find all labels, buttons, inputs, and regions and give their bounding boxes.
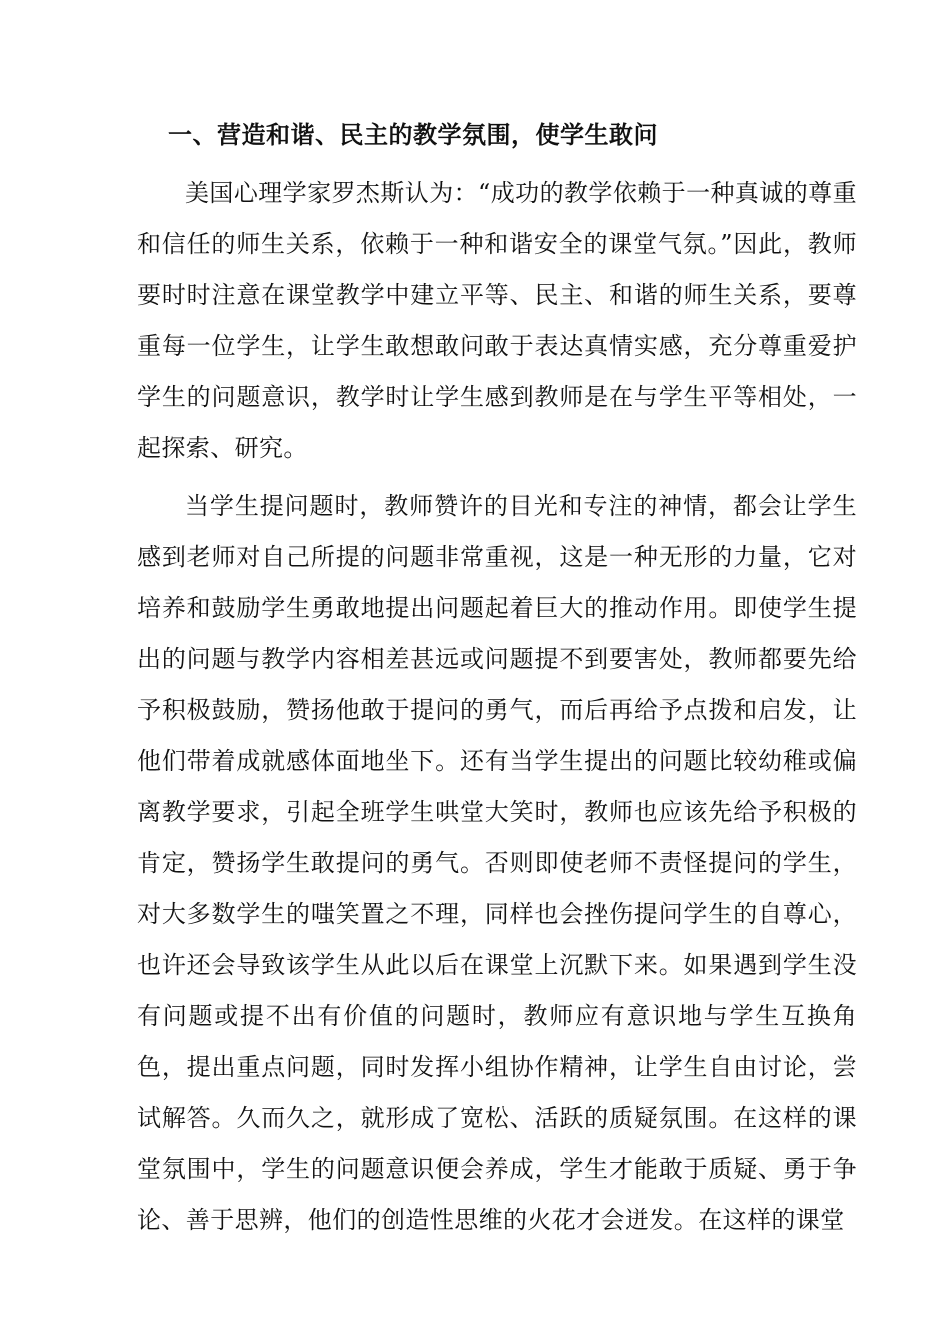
section-heading: 一、营造和谐、民主的教学氛围，使学生敢问 bbox=[168, 121, 658, 149]
document-body bbox=[137, 110, 857, 1253]
paragraph-1: 美国心理学家罗杰斯认为：“成功的教学依赖于一种真诚的尊重和信任的师生关系，依赖于一种和谐安全的课堂气氛。”因此，教师要时时注意在课堂教学中建立平等、民主、和谐的师生关系，要尊重每一位学生，让学生敢想敢问敢于表达真情实感，充分尊重爱护学生的问题意识，教学时让学生感到教师是在与学生平等相处，一起探索、研究。 bbox=[137, 179, 857, 462]
paragraph-2: 当学生提问题时，教师赞许的目光和专注的神情，都会让学生感到老师对自己所提的问题非常重视，这是一种无形的力量，它对培养和鼓励学生勇敢地提出问题起着巨大的推动作用。即使学生提出的问题与教学内容相差甚远或问题提不到要害处，教师都要先给予积极鼓励，赞扬他敢于提问的勇气，而后再给予点拨和启发，让他们带着成就感体面地坐下。还有当学生提出的问题比较幼稚或偏离教学要求，引起全班学生哄堂大笑时，教师也应该先给予积极的肯定，赞扬学生敢提问的勇气。否则即使老师不责怪提问的学生，对大多数学生的嗤笑置之不理，同样也会挫伤提问学生的自尊心，也许还会导致该学生从此以后在课堂上沉默下来。如果遇到学生没有问题或提不出有价值的问题时，教师应有意识地与学生互换角色，提出重点问题，同时发挥小组协作精神，让学生自由讨论，尝试解答。久而久之，就形成了宽松、活跃的质疑氛围。在这样的课堂氛围中，学生的问题意识便会养成，学生才能敢于质疑、勇于争论、善于思辨，他们的创造性思维的火花才会迸发。在这样的课堂 bbox=[137, 492, 857, 1234]
